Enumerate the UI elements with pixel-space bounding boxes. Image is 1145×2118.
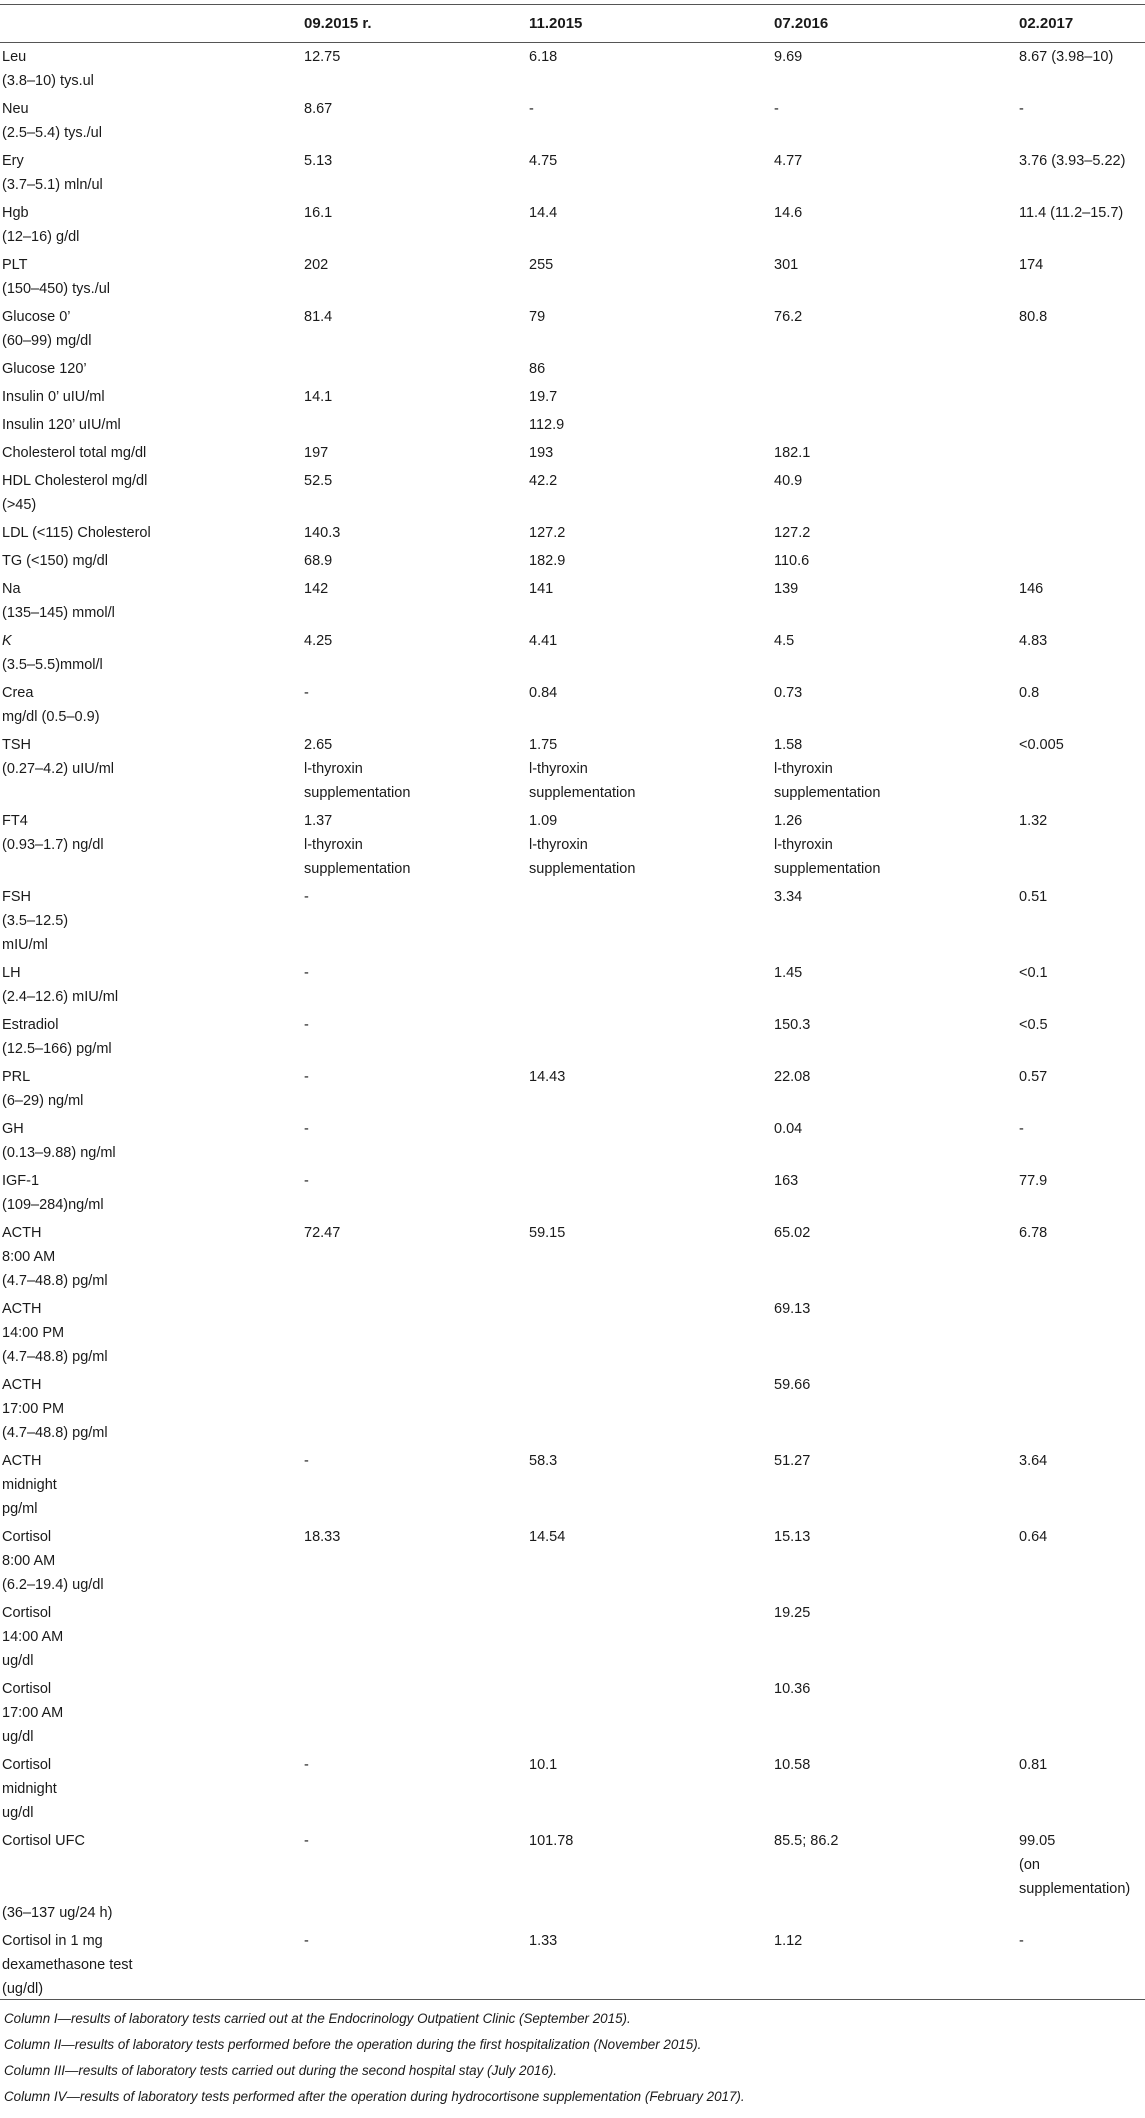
table-row (0, 409, 1145, 437)
value-cell: 68.9 (304, 553, 333, 569)
row-label: TG (<150) mg/dl (2, 553, 108, 569)
value-cell: 4.77 (774, 153, 803, 169)
row-label: Glucose 0’ (60–99) mg/dl (2, 309, 92, 349)
value-cell: 18.33 (304, 1529, 341, 1545)
row-label: Cortisol in 1 mg dexamethasone test (ug/dl) (2, 1933, 133, 1997)
value-cell (300, 1293, 525, 1369)
table-row (0, 1369, 1145, 1445)
value-cell (1015, 545, 1145, 573)
value-cell: 1.75 l-thyroxin supplementation (529, 737, 636, 801)
value-cell (1015, 437, 1145, 465)
value-cell: 182.1 (774, 445, 811, 461)
table-row (0, 41, 1145, 93)
value-cell: 150.3 (774, 1017, 811, 1033)
value-cell: 3.76 (3.93–5.22) (1019, 153, 1126, 169)
table-row (0, 381, 1145, 409)
value-cell: 146 (1019, 581, 1044, 597)
row-label: Crea mg/dl (0.5–0.9) (2, 685, 100, 725)
value-cell: 1.32 (1019, 813, 1048, 829)
value-cell: 14.54 (529, 1529, 566, 1545)
value-cell: 0.64 (1019, 1529, 1048, 1545)
table-row (0, 625, 1145, 677)
value-cell (1015, 1369, 1145, 1445)
value-cell: 6.78 (1019, 1225, 1048, 1241)
value-cell: 101.78 (529, 1833, 574, 1849)
row-label: FT4 (0.93–1.7) ng/dl (2, 813, 104, 853)
footnote-column-4: Column IV—results of laboratory tests performed after the operation during hydrocortisone supplementation (February 2017). (4, 2089, 745, 2104)
value-cell: 77.9 (1019, 1173, 1048, 1189)
row-label: Estradiol (12.5–166) pg/ml (2, 1017, 112, 1057)
value-cell: 14.1 (304, 389, 333, 405)
value-cell: 51.27 (774, 1453, 811, 1469)
value-cell: 182.9 (529, 553, 566, 569)
value-cell: 14.43 (529, 1069, 566, 1085)
table-row (0, 93, 1145, 145)
value-cell: 0.04 (774, 1121, 803, 1137)
value-cell: <0.5 (1019, 1017, 1048, 1033)
value-cell (300, 1597, 525, 1673)
table-row (0, 197, 1145, 249)
table-row (0, 301, 1145, 353)
value-cell: 69.13 (774, 1301, 811, 1317)
value-cell: - (304, 1757, 309, 1773)
table-body (0, 41, 1145, 2001)
row-label: Ery (3.7–5.1) mln/ul (2, 153, 103, 193)
value-cell (300, 409, 525, 437)
value-cell: 22.08 (774, 1069, 811, 1085)
table-row (0, 145, 1145, 197)
table-row (0, 517, 1145, 545)
value-cell: - (304, 889, 309, 905)
row-label: Insulin 0’ uIU/ml (2, 389, 105, 405)
value-cell: 11.4 (11.2–15.7) (1019, 205, 1124, 221)
value-cell (1015, 465, 1145, 517)
value-cell: 59.15 (529, 1225, 566, 1241)
value-cell (525, 957, 770, 1009)
row-label: LDL (<115) Cholesterol (2, 525, 151, 541)
row-label: Glucose 120’ (2, 361, 87, 377)
value-cell (300, 1369, 525, 1445)
table-row (0, 573, 1145, 625)
value-cell: <0.005 (1019, 737, 1064, 753)
value-cell: 15.13 (774, 1529, 811, 1545)
value-cell: <0.1 (1019, 965, 1048, 981)
row-label: Cortisol UFC (36–137 ug/24 h) (2, 1833, 113, 1921)
value-cell: 142 (304, 581, 329, 597)
value-cell (525, 1293, 770, 1369)
value-cell: 10.36 (774, 1681, 811, 1697)
row-label: PLT (150–450) tys./ul (2, 257, 111, 297)
value-cell: 3.34 (774, 889, 803, 905)
value-cell: 59.66 (774, 1377, 811, 1393)
header-cell-parameter (0, 5, 300, 41)
value-cell: 3.64 (1019, 1453, 1048, 1469)
value-cell: 85.5; 86.2 (774, 1833, 839, 1849)
value-cell (1015, 1293, 1145, 1369)
value-cell: 8.67 (304, 101, 333, 117)
value-cell (525, 1597, 770, 1673)
table-row (0, 1521, 1145, 1597)
value-cell (770, 353, 1015, 381)
row-label: FSH (3.5–12.5) mIU/ml (2, 889, 69, 953)
value-cell: 163 (774, 1173, 799, 1189)
value-cell: 0.57 (1019, 1069, 1048, 1085)
value-cell: 19.25 (774, 1605, 811, 1621)
value-cell: 2.65 l-thyroxin supplementation (304, 737, 411, 801)
value-cell: - (529, 101, 534, 117)
footnote-column-3: Column III—results of laboratory tests carried out during the second hospital stay (July 2016). (4, 2063, 558, 2078)
row-label: ACTH midnight pg/ml (2, 1453, 57, 1517)
value-cell: 197 (304, 445, 329, 461)
row-label: GH (0.13–9.88) ng/ml (2, 1121, 116, 1161)
value-cell: 40.9 (774, 473, 803, 489)
value-cell: 4.5 (774, 633, 795, 649)
value-cell (1015, 1597, 1145, 1673)
value-cell (1015, 1673, 1145, 1749)
value-cell: - (304, 1933, 309, 1949)
value-cell: 76.2 (774, 309, 803, 325)
footnote-column-2: Column II—results of laboratory tests performed before the operation during the first hospitalization (November 2015). (4, 2037, 702, 2052)
value-cell: - (304, 685, 309, 701)
table-row (0, 1217, 1145, 1293)
value-cell: 8.67 (3.98–10) (1019, 49, 1114, 65)
value-cell: 1.45 (774, 965, 803, 981)
table-bottom-rule (0, 1999, 1145, 2000)
value-cell (1015, 517, 1145, 545)
value-cell: 1.12 (774, 1933, 803, 1949)
row-label: K (3.5–5.5)mmol/l (2, 633, 103, 673)
value-cell: 14.4 (529, 205, 558, 221)
value-cell: - (304, 1069, 309, 1085)
header-cell-col1: 09.2015 r. (304, 14, 372, 32)
value-cell: 99.05 (on supplementation) (1019, 1833, 1131, 1897)
row-label: ACTH 14:00 PM (4.7–48.8) pg/ml (2, 1301, 108, 1365)
value-cell: - (304, 1173, 309, 1189)
table-row (0, 437, 1145, 465)
header-cell-col2: 11.2015 (529, 14, 583, 32)
value-cell: 58.3 (529, 1453, 558, 1469)
table-row (0, 1597, 1145, 1673)
value-cell (1015, 353, 1145, 381)
value-cell (525, 1165, 770, 1217)
value-cell (525, 1113, 770, 1165)
value-cell: 5.13 (304, 153, 333, 169)
header-cell-col3: 07.2016 (774, 14, 829, 32)
value-cell: 174 (1019, 257, 1044, 273)
table-row (0, 1925, 1145, 2001)
value-cell: 202 (304, 257, 329, 273)
value-cell (525, 881, 770, 957)
value-cell: - (774, 101, 779, 117)
value-cell: - (1019, 1933, 1024, 1949)
value-cell (525, 1369, 770, 1445)
row-label: Cortisol 14:00 AM ug/dl (2, 1605, 64, 1669)
row-label: Neu (2.5–5.4) tys./ul (2, 101, 102, 141)
row-label: LH (2.4–12.6) mIU/ml (2, 965, 119, 1005)
table-row (0, 805, 1145, 881)
value-cell: 1.09 l-thyroxin supplementation (529, 813, 636, 877)
table-row (0, 1293, 1145, 1369)
value-cell: 110.6 (774, 553, 810, 569)
value-cell: 4.25 (304, 633, 333, 649)
row-label: Hgb (12–16) g/dl (2, 205, 80, 245)
row-label: Cortisol 17:00 AM ug/dl (2, 1681, 64, 1745)
value-cell: - (304, 1833, 309, 1849)
value-cell: - (304, 965, 309, 981)
value-cell: 1.37 l-thyroxin supplementation (304, 813, 411, 877)
table-row (0, 465, 1145, 517)
value-cell (300, 1673, 525, 1749)
table-row (0, 729, 1145, 805)
value-cell: 6.18 (529, 49, 558, 65)
value-cell (525, 1009, 770, 1061)
value-cell: - (1019, 1121, 1024, 1137)
row-label: Na (135–145) mmol/l (2, 581, 115, 621)
value-cell: 79 (529, 309, 546, 325)
row-label: ACTH 8:00 AM (4.7–48.8) pg/ml (2, 1225, 108, 1289)
value-cell: 9.69 (774, 49, 803, 65)
value-cell: 0.73 (774, 685, 803, 701)
value-cell: 1.33 (529, 1933, 558, 1949)
row-label: IGF-1 (109–284)ng/ml (2, 1173, 104, 1213)
table-row (0, 1113, 1145, 1165)
table-row (0, 249, 1145, 301)
value-cell: 193 (529, 445, 554, 461)
value-cell: 4.41 (529, 633, 558, 649)
value-cell: 301 (774, 257, 799, 273)
value-cell: - (304, 1453, 309, 1469)
row-label: Insulin 120’ uIU/ml (2, 417, 121, 433)
value-cell: 72.47 (304, 1225, 341, 1241)
value-cell: 0.8 (1019, 685, 1040, 701)
table-row (0, 353, 1145, 381)
value-cell (300, 353, 525, 381)
value-cell: 10.1 (529, 1757, 558, 1773)
value-cell (1015, 409, 1145, 437)
table-header-row (0, 5, 1145, 41)
value-cell: 65.02 (774, 1225, 811, 1241)
table-row (0, 1165, 1145, 1217)
value-cell: 4.75 (529, 153, 558, 169)
table-row (0, 1749, 1145, 1825)
row-label: Leu (3.8–10) tys.ul (2, 49, 94, 89)
footnote-column-1: Column I—results of laboratory tests carried out at the Endocrinology Outpatient Clinic (September 2015). (4, 2011, 631, 2026)
value-cell (770, 409, 1015, 437)
header-cell-col4: 02.2017 (1019, 14, 1074, 32)
row-label: HDL Cholesterol mg/dl (>45) (2, 473, 148, 513)
row-label: TSH (0.27–4.2) uIU/ml (2, 737, 115, 777)
row-label: ACTH 17:00 PM (4.7–48.8) pg/ml (2, 1377, 108, 1441)
table-row (0, 1445, 1145, 1521)
row-label: Cortisol midnight ug/dl (2, 1757, 57, 1821)
value-cell: 127.2 (774, 525, 811, 541)
value-cell: 10.58 (774, 1757, 811, 1773)
table-row (0, 545, 1145, 573)
table-row (0, 957, 1145, 1009)
value-cell: 0.81 (1019, 1757, 1048, 1773)
row-label: Cholesterol total mg/dl (2, 445, 147, 461)
table-row (0, 1673, 1145, 1749)
value-cell (525, 1673, 770, 1749)
value-cell (1015, 381, 1145, 409)
value-cell: 1.58 l-thyroxin supplementation (774, 737, 881, 801)
value-cell: 16.1 (304, 205, 333, 221)
value-cell: 12.75 (304, 49, 341, 65)
value-cell: 0.84 (529, 685, 558, 701)
table-footnotes (4, 2006, 1134, 2110)
lab-results-table (0, 5, 1145, 2001)
value-cell: - (1019, 101, 1024, 117)
value-cell: - (304, 1017, 309, 1033)
value-cell: 0.51 (1019, 889, 1048, 905)
value-cell: 4.83 (1019, 633, 1048, 649)
value-cell: 255 (529, 257, 554, 273)
value-cell: 42.2 (529, 473, 558, 489)
table-row (0, 881, 1145, 957)
value-cell: 14.6 (774, 205, 803, 221)
value-cell: - (304, 1121, 309, 1137)
table-row (0, 1009, 1145, 1061)
table-row (0, 677, 1145, 729)
value-cell: 52.5 (304, 473, 333, 489)
value-cell: 127.2 (529, 525, 566, 541)
value-cell: 140.3 (304, 525, 341, 541)
value-cell: 139 (774, 581, 799, 597)
value-cell (770, 381, 1015, 409)
value-cell: 112.9 (529, 417, 565, 433)
value-cell: 81.4 (304, 309, 333, 325)
value-cell: 19.7 (529, 389, 558, 405)
table-row (0, 1825, 1145, 1925)
row-label: PRL (6–29) ng/ml (2, 1069, 84, 1109)
value-cell: 80.8 (1019, 309, 1048, 325)
value-cell: 86 (529, 361, 546, 377)
value-cell: 1.26 l-thyroxin supplementation (774, 813, 881, 877)
table-row (0, 1061, 1145, 1113)
row-label: Cortisol 8:00 AM (6.2–19.4) ug/dl (2, 1529, 104, 1593)
value-cell: 141 (529, 581, 554, 597)
